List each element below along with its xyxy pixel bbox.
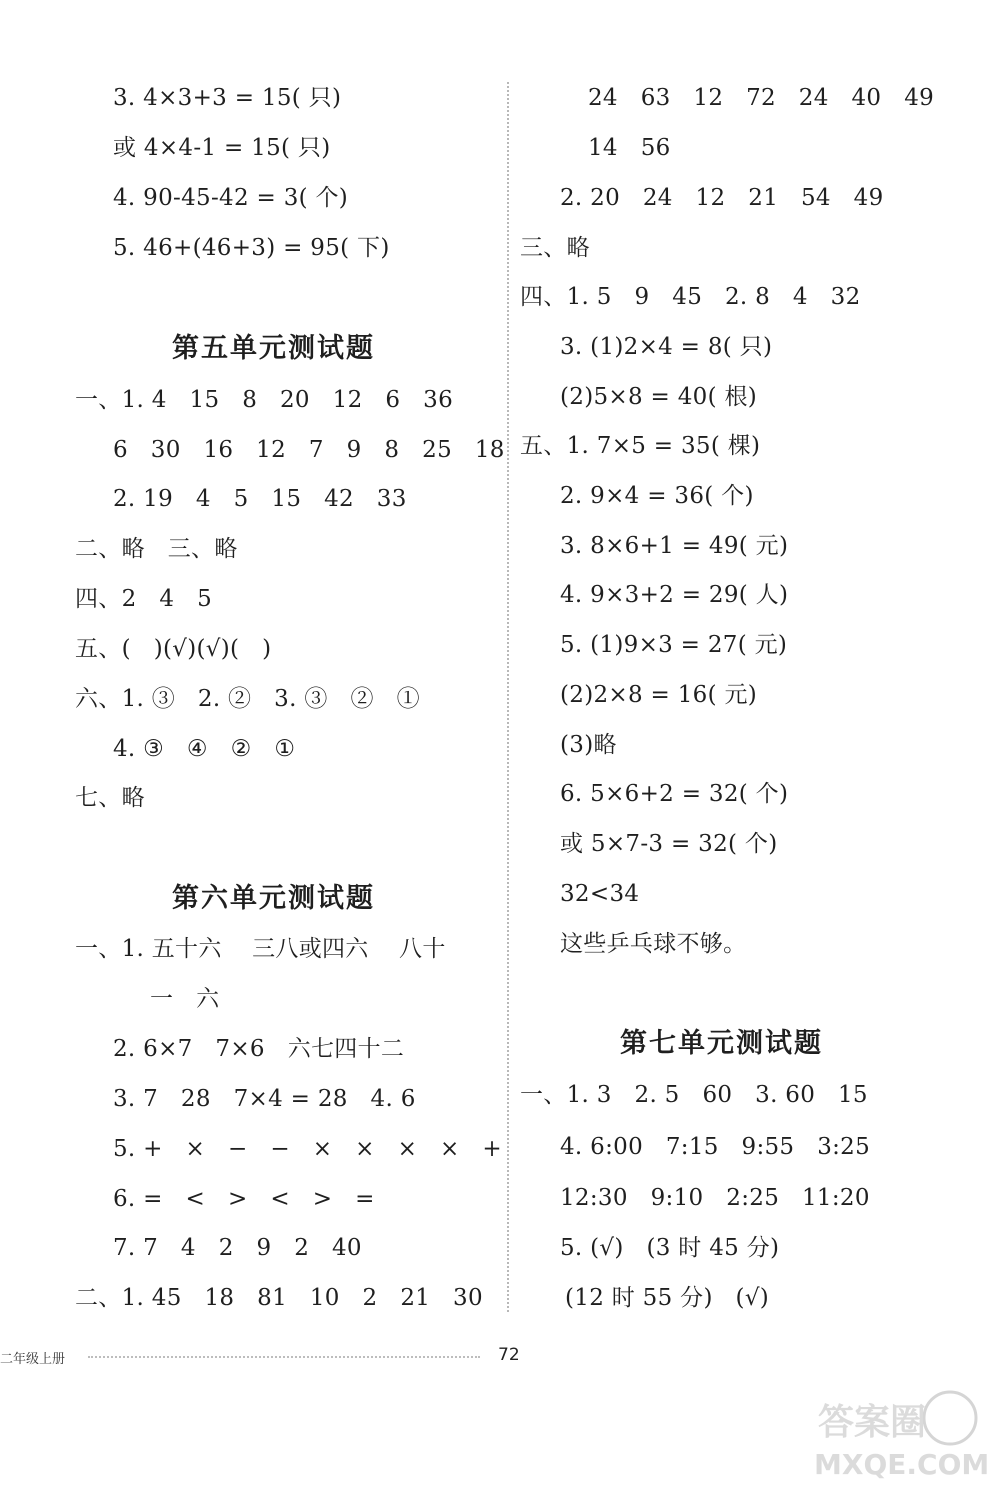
answer-line: 一、1. 五十六 三八或四六 八十 <box>75 936 446 962</box>
answer-line: 14 56 <box>588 135 671 161</box>
answer-line: 4. ③ ④ ② ① <box>113 736 296 762</box>
answer-line: 6. 5×6+2 = 32( 个) <box>560 781 789 807</box>
page-number: 72 <box>498 1345 520 1365</box>
footer-grade-label: 二年级上册 <box>0 1352 66 1367</box>
answer-line: 四、2 4 5 <box>75 586 213 612</box>
answer-line: 一、1. 4 15 8 20 12 6 36 <box>75 387 454 413</box>
answer-line: 7. 7 4 2 9 2 40 <box>113 1235 362 1261</box>
answer-line: 6 30 16 12 7 9 8 25 18 <box>113 437 505 463</box>
answer-line: 5. + × − − × × × × + <box>113 1136 502 1162</box>
answer-line: 二、略 三、略 <box>75 536 238 562</box>
answer-line: 3. 4×3+3 = 15( 只) <box>113 85 342 111</box>
answer-line: 这些乒乓球不够。 <box>560 931 747 957</box>
answer-line: 五、1. 7×5 = 35( 棵) <box>520 433 761 459</box>
watermark-circle-icon <box>924 1392 976 1444</box>
answer-line: 5. (1)9×3 = 27( 元) <box>560 632 788 658</box>
column-divider <box>507 82 509 1312</box>
answer-line: 2. 9×4 = 36( 个) <box>560 483 754 509</box>
answer-line: 4. 90-45-42 = 3( 个) <box>113 185 349 211</box>
answer-line: 5. 46+(46+3) = 95( 下) <box>113 235 390 261</box>
answer-line: 4. 9×3+2 = 29( 人) <box>560 582 789 608</box>
answer-line: 五、( )(√)(√)( ) <box>75 636 272 662</box>
answer-line: 二、1. 45 18 81 10 2 21 30 <box>75 1285 483 1311</box>
unit7-title: 第七单元测试题 <box>620 1028 823 1059</box>
footer-rule <box>88 1356 480 1358</box>
answer-line: 六、1. ③ 2. ② 3. ③ ② ① <box>75 686 420 712</box>
answer-line: 2. 6×7 7×6 六七四十二 <box>113 1036 405 1062</box>
answer-line: (12 时 55 分) (√) <box>565 1285 770 1311</box>
answer-line: 一、1. 3 2. 5 60 3. 60 15 <box>520 1082 868 1108</box>
answer-line: 三、略 <box>520 235 590 261</box>
answer-line: (2)2×8 = 16( 元) <box>560 682 758 708</box>
answer-line: (2)5×8 = 40( 根) <box>560 384 758 410</box>
answer-line: 5. (√) (3 时 45 分) <box>560 1235 780 1261</box>
answer-line: 12:30 9:10 2:25 11:20 <box>560 1185 870 1211</box>
answer-line: 2. 20 24 12 21 54 49 <box>560 185 884 211</box>
watermark-top-text: 答案圈 <box>818 1402 927 1443</box>
answer-line: 6. = < > < > = <box>113 1186 375 1212</box>
unit5-title: 第五单元测试题 <box>172 333 375 364</box>
answer-line: 3. (1)2×4 = 8( 只) <box>560 334 773 360</box>
unit6-title: 第六单元测试题 <box>172 883 375 914</box>
answer-line: 七、略 <box>75 785 145 811</box>
answer-line: 24 63 12 72 24 40 49 <box>588 85 935 111</box>
answer-line: 四、1. 5 9 45 2. 8 4 32 <box>520 284 861 310</box>
answer-line: 或 4×4-1 = 15( 只) <box>113 135 331 161</box>
answer-line: 3. 8×6+1 = 49( 元) <box>560 533 789 559</box>
answer-line: 4. 6:00 7:15 9:55 3:25 <box>560 1134 871 1160</box>
answer-line: 3. 7 28 7×4 = 28 4. 6 <box>113 1086 416 1112</box>
answer-line: 一 六 <box>150 986 220 1012</box>
answer-line: 或 5×7-3 = 32( 个) <box>560 831 778 857</box>
watermark-bottom-text: MXQE.COM <box>814 1448 990 1480</box>
watermark-logo <box>810 1388 990 1480</box>
answer-line: (3)略 <box>560 732 617 758</box>
answer-line: 32<34 <box>560 881 640 907</box>
answer-line: 2. 19 4 5 15 42 33 <box>113 486 407 512</box>
